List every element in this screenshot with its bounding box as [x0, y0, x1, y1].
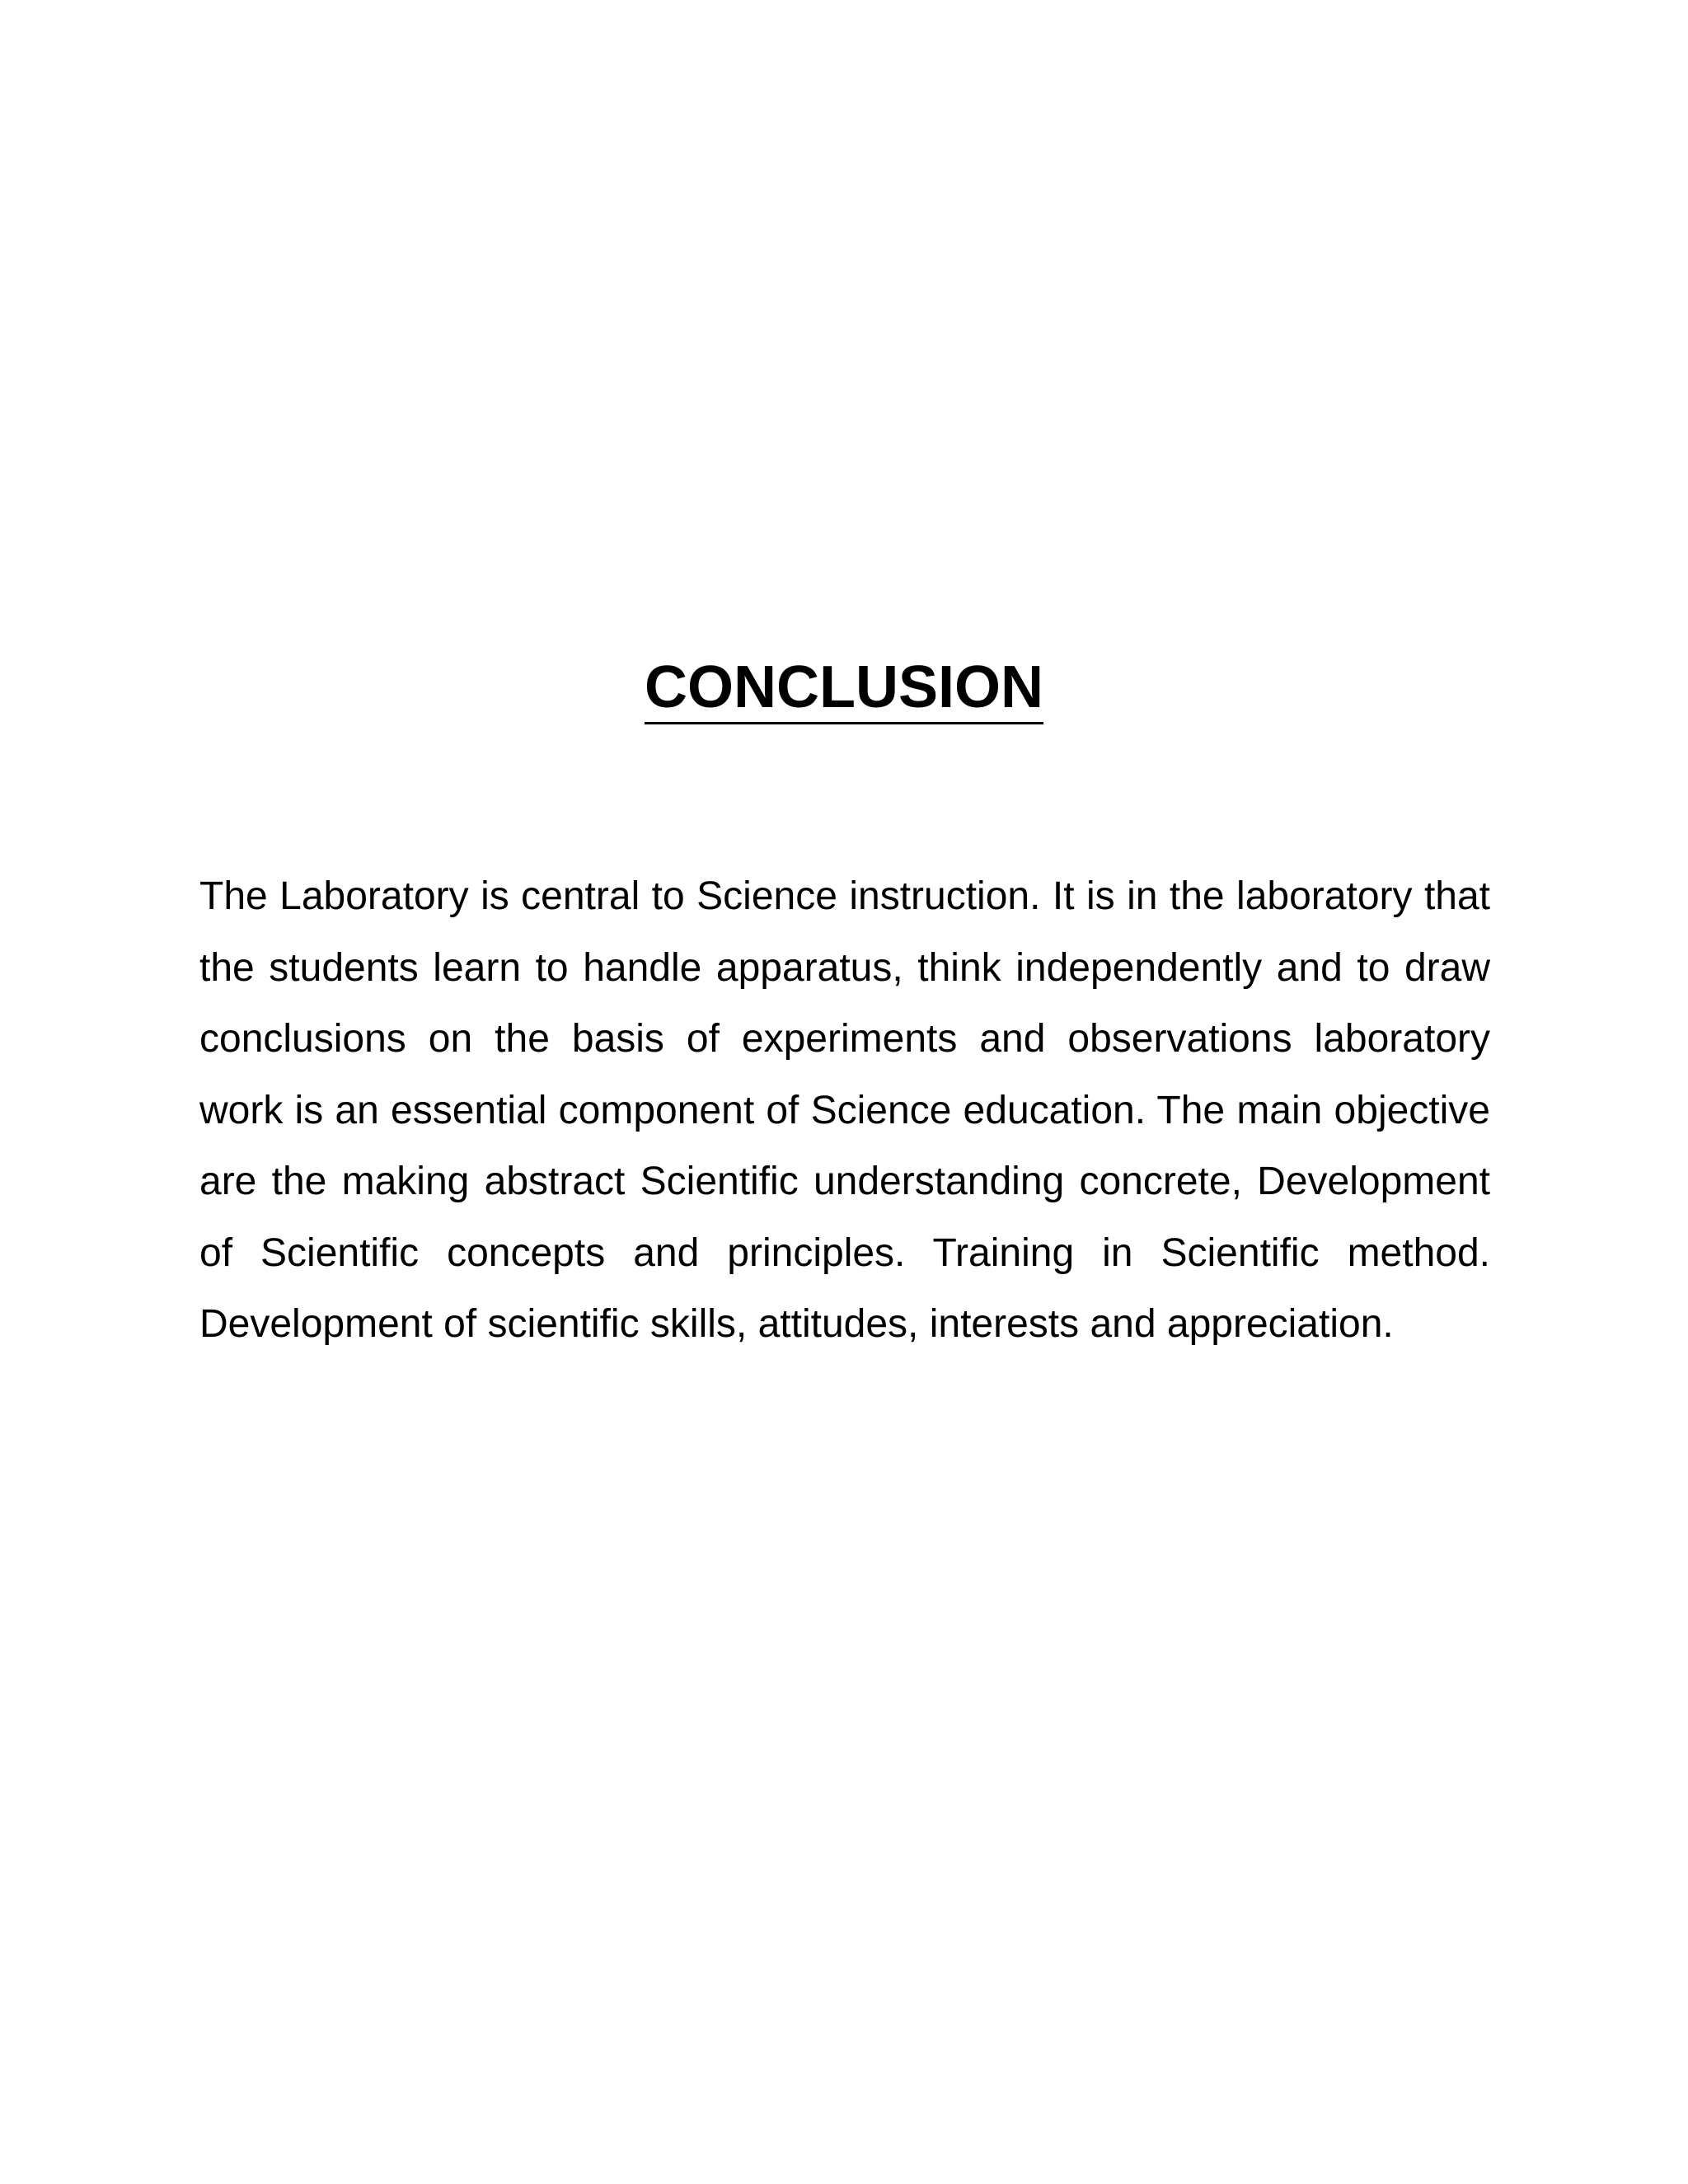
page-title [0, 653, 1688, 724]
conclusion-paragraph: The Laboratory is central to Science instruction. It is in the laboratory that the students learn to handle apparatus, think independently and to draw conclusions on the basis of experiments and observations laboratory work is an essential component of Science education. The main objective are the making abstract Scientific understanding concrete, Development of Scientific concepts and principles. Training in Scientific method. Development of scientific skills, attitudes, interests and appreciation. [199, 874, 1490, 1346]
page-title-text: CONCLUSION [645, 654, 1043, 724]
